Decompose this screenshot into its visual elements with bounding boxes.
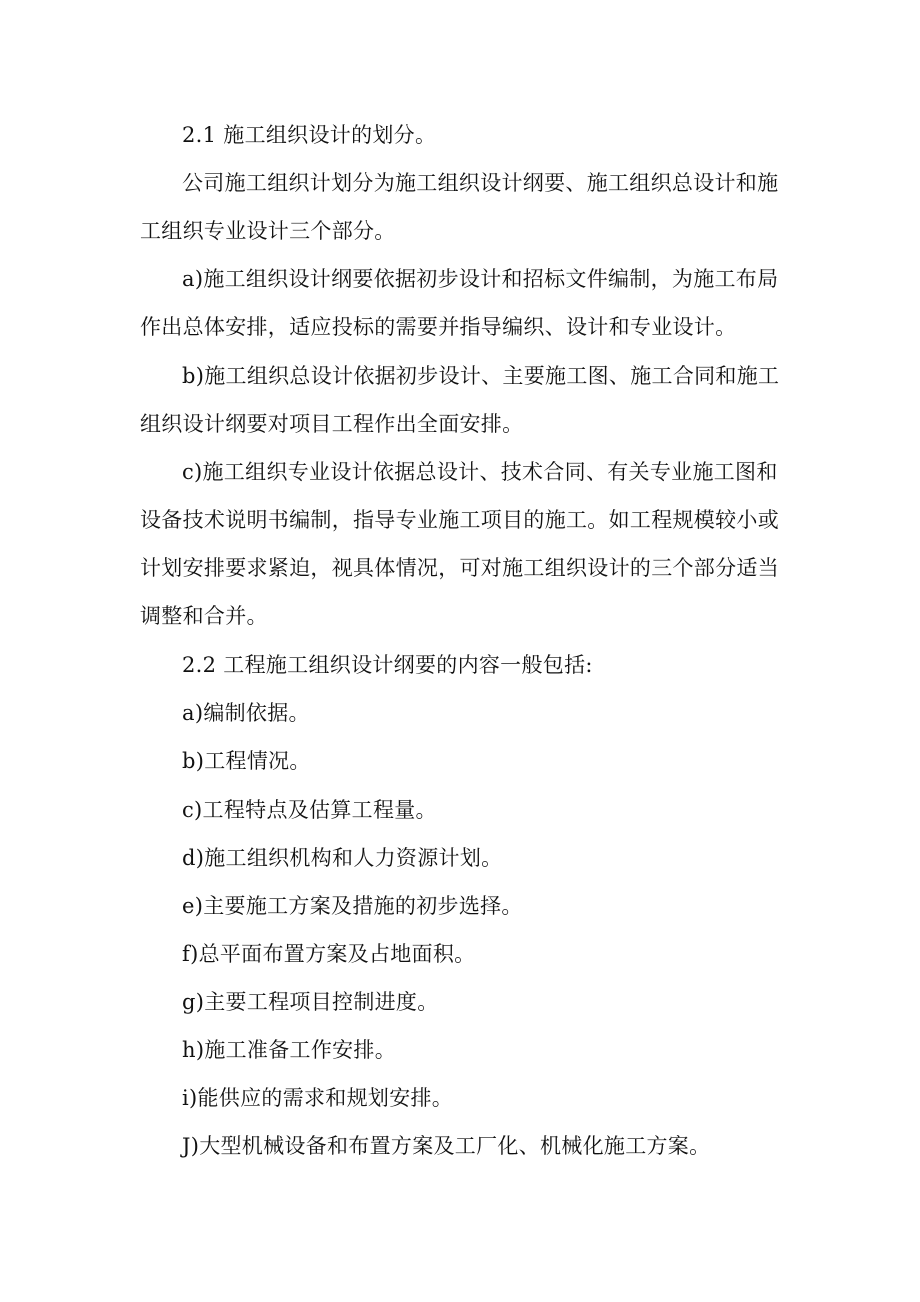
list-item: a)编制依据。 — [182, 701, 310, 725]
list-item: d)施工组织机构和人力资源计划。 — [182, 846, 503, 870]
list-item: i)能供应的需求和规划安排。 — [182, 1086, 454, 1110]
section-2-1-item-a: a)施工组织设计纲要依据初步设计和招标文件编制，为施工布局作出总体安排，适应投标的需要并指导编织、设计和专业设计。 — [140, 267, 779, 339]
section-2-1-item-c: c)施工组织专业设计依据总设计、技术合同、有关专业施工图和设备技术说明书编制，指导专业施工项目的施工。如工程规模较小或计划安排要求紧迫，视具体情况，可对施工组织设计的三个部分适当调整和合并。 — [140, 460, 779, 628]
list-item: c)工程特点及估算工程量。 — [182, 798, 437, 822]
list-item: e)主要施工方案及措施的初步选择。 — [182, 894, 523, 918]
section-2-1-heading: 2.1 施工组织设计的划分。 — [182, 123, 437, 147]
list-item: h)施工准备工作安排。 — [182, 1038, 397, 1062]
list-item: b)工程情况。 — [182, 749, 311, 773]
section-2-2-heading: 2.2 工程施工组织设计纲要的内容一般包括: — [182, 653, 593, 677]
list-item: f)总平面布置方案及占地面积。 — [182, 942, 476, 966]
section-2-1-intro: 公司施工组织计划分为施工组织设计纲要、施工组织总设计和施工组织专业设计三个部分。 — [140, 171, 779, 243]
list-item: J)大型机械设备和布置方案及工厂化、机械化施工方案。 — [182, 1134, 711, 1158]
list-item: g)主要工程项目控制进度。 — [182, 990, 439, 1014]
section-2-1-item-b: b)施工组织总设计依据初步设计、主要施工图、施工合同和施工组织设计纲要对项目工程作出全面安排。 — [140, 364, 780, 436]
